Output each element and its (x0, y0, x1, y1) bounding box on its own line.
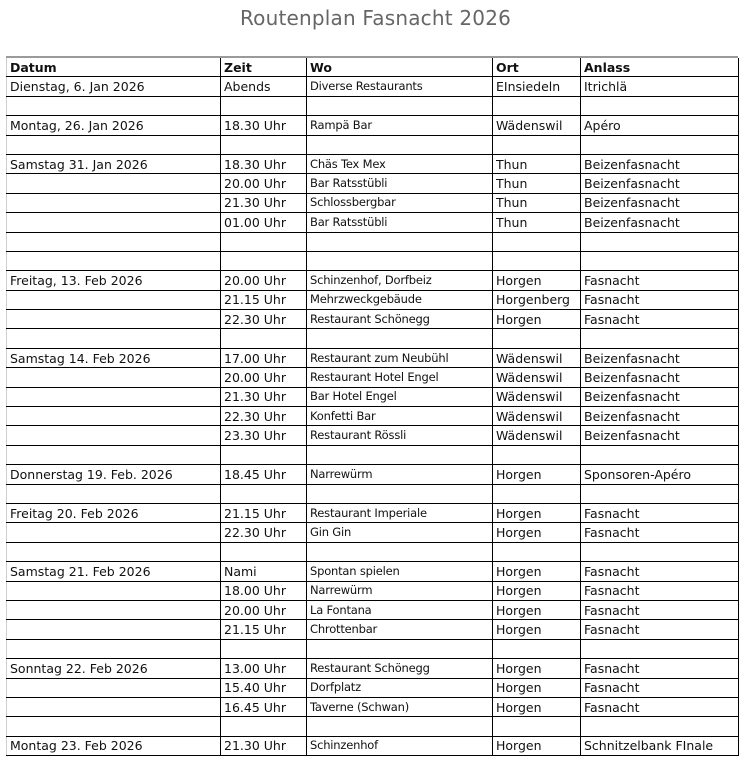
datum-cell (7, 310, 221, 329)
header-row (7, 58, 739, 77)
datum-cell: Dienstag, 6. Jan 2026 (7, 77, 221, 96)
table-row (7, 445, 739, 464)
wo-cell (307, 96, 493, 115)
ort-cell: Wädenswil (493, 116, 581, 135)
zeit-cell (221, 639, 307, 658)
ort-cell: Horgen (493, 620, 581, 639)
ort-cell: Horgen (493, 581, 581, 600)
anlass-cell: Beizenfasnacht (581, 174, 739, 193)
zeit-cell: 21.30 Uhr (221, 387, 307, 406)
zeit-cell (221, 96, 307, 115)
zeit-cell: 16.45 Uhr (221, 697, 307, 716)
datum-cell (7, 484, 221, 503)
wo-cell: Konfetti Bar (307, 407, 493, 426)
ort-cell: Horgen (493, 271, 581, 290)
wo-cell: Mehrzweckgebäude (307, 290, 493, 309)
datum-cell: Sonntag 22. Feb 2026 (7, 659, 221, 678)
table-row (7, 426, 739, 445)
anlass-cell: Beizenfasnacht (581, 213, 739, 232)
anlass-cell: Fasnacht (581, 271, 739, 290)
table-row (7, 135, 739, 154)
ort-cell: Thun (493, 213, 581, 232)
ort-cell: Thun (493, 174, 581, 193)
datum-cell: Montag, 26. Jan 2026 (7, 116, 221, 135)
zeit-cell (221, 542, 307, 561)
wo-cell: Restaurant zum Neubühl (307, 348, 493, 367)
anlass-cell (581, 542, 739, 561)
ort-cell: Wädenswil (493, 426, 581, 445)
zeit-cell: 20.00 Uhr (221, 600, 307, 619)
datum-cell (7, 600, 221, 619)
wo-cell: Schinzenhof, Dorfbeiz (307, 271, 493, 290)
anlass-cell: Fasnacht (581, 620, 739, 639)
zeit-cell: Abends (221, 77, 307, 96)
anlass-cell: Beizenfasnacht (581, 368, 739, 387)
zeit-cell (221, 445, 307, 464)
table-body (7, 77, 739, 756)
table-row (7, 523, 739, 542)
ort-cell (493, 445, 581, 464)
column-header-ort: Ort (493, 58, 581, 77)
table-row (7, 77, 739, 96)
table-row (7, 387, 739, 406)
table-row (7, 116, 739, 135)
table-row (7, 581, 739, 600)
ort-cell: Horgen (493, 678, 581, 697)
wo-cell (307, 639, 493, 658)
zeit-cell: 20.00 Uhr (221, 368, 307, 387)
table-row (7, 639, 739, 658)
table-row (7, 659, 739, 678)
datum-cell (7, 523, 221, 542)
table-row (7, 251, 739, 270)
ort-cell (493, 717, 581, 736)
wo-cell: Chrottenbar (307, 620, 493, 639)
wo-cell: Schlossbergbar (307, 193, 493, 212)
ort-cell: Wädenswil (493, 348, 581, 367)
datum-cell (7, 96, 221, 115)
anlass-cell: Fasnacht (581, 503, 739, 522)
zeit-cell: 18.00 Uhr (221, 581, 307, 600)
table-row (7, 697, 739, 716)
datum-cell (7, 232, 221, 251)
zeit-cell: 22.30 Uhr (221, 407, 307, 426)
ort-cell: Wädenswil (493, 407, 581, 426)
ort-cell: Horgenberg (493, 290, 581, 309)
wo-cell: Bar Ratsstübli (307, 174, 493, 193)
zeit-cell: 13.00 Uhr (221, 659, 307, 678)
anlass-cell: Fasnacht (581, 659, 739, 678)
ort-cell: Wädenswil (493, 368, 581, 387)
anlass-cell: Itrichlä (581, 77, 739, 96)
anlass-cell: Fasnacht (581, 523, 739, 542)
table-row (7, 717, 739, 736)
anlass-cell: Fasnacht (581, 697, 739, 716)
datum-cell (7, 174, 221, 193)
anlass-cell (581, 445, 739, 464)
table-row (7, 465, 739, 484)
wo-cell (307, 251, 493, 270)
ort-cell (493, 135, 581, 154)
zeit-cell: 01.00 Uhr (221, 213, 307, 232)
wo-cell: Rampä Bar (307, 116, 493, 135)
anlass-cell: Sponsoren-Apéro (581, 465, 739, 484)
datum-cell (7, 329, 221, 348)
datum-cell: Samstag 21. Feb 2026 (7, 562, 221, 581)
zeit-cell: 21.30 Uhr (221, 736, 307, 755)
anlass-cell: Beizenfasnacht (581, 426, 739, 445)
anlass-cell (581, 96, 739, 115)
table-row (7, 562, 739, 581)
table-row (7, 678, 739, 697)
datum-cell (7, 290, 221, 309)
table-row (7, 174, 739, 193)
zeit-cell: 20.00 Uhr (221, 271, 307, 290)
zeit-cell (221, 135, 307, 154)
wo-cell: Chäs Tex Mex (307, 154, 493, 173)
anlass-cell: Fasnacht (581, 600, 739, 619)
wo-cell (307, 717, 493, 736)
ort-cell (493, 251, 581, 270)
ort-cell (493, 232, 581, 251)
column-header-zeit: Zeit (221, 58, 307, 77)
wo-cell: Spontan spielen (307, 562, 493, 581)
anlass-cell: Beizenfasnacht (581, 348, 739, 367)
table-row (7, 620, 739, 639)
wo-cell: Restaurant Imperiale (307, 503, 493, 522)
table-row (7, 407, 739, 426)
table-row (7, 348, 739, 367)
ort-cell: Horgen (493, 600, 581, 619)
table-row (7, 96, 739, 115)
datum-cell (7, 135, 221, 154)
wo-cell (307, 542, 493, 561)
zeit-cell: 18.30 Uhr (221, 116, 307, 135)
table-row (7, 310, 739, 329)
wo-cell: Dorfplatz (307, 678, 493, 697)
zeit-cell (221, 484, 307, 503)
zeit-cell: 22.30 Uhr (221, 310, 307, 329)
wo-cell (307, 329, 493, 348)
wo-cell: Restaurant Hotel Engel (307, 368, 493, 387)
datum-cell: Samstag 14. Feb 2026 (7, 348, 221, 367)
datum-cell (7, 542, 221, 561)
anlass-cell: Fasnacht (581, 290, 739, 309)
datum-cell (7, 368, 221, 387)
table-row (7, 193, 739, 212)
zeit-cell: 20.00 Uhr (221, 174, 307, 193)
ort-cell: Horgen (493, 465, 581, 484)
wo-cell: Restaurant Schönegg (307, 659, 493, 678)
ort-cell: Horgen (493, 659, 581, 678)
ort-cell: Horgen (493, 523, 581, 542)
ort-cell: Horgen (493, 503, 581, 522)
zeit-cell: 21.15 Uhr (221, 503, 307, 522)
ort-cell: Horgen (493, 562, 581, 581)
wo-cell (307, 445, 493, 464)
schedule-sheet (6, 56, 738, 756)
table-row (7, 368, 739, 387)
datum-cell (7, 251, 221, 270)
anlass-cell: Apéro (581, 116, 739, 135)
ort-cell: EInsiedeln (493, 77, 581, 96)
datum-cell: Donnerstag 19. Feb. 2026 (7, 465, 221, 484)
zeit-cell: 22.30 Uhr (221, 523, 307, 542)
table-row (7, 329, 739, 348)
anlass-cell: Fasnacht (581, 562, 739, 581)
wo-cell: La Fontana (307, 600, 493, 619)
wo-cell: Narrewürm (307, 465, 493, 484)
wo-cell: Gin Gin (307, 523, 493, 542)
ort-cell: Wädenswil (493, 387, 581, 406)
datum-cell (7, 193, 221, 212)
ort-cell: Horgen (493, 697, 581, 716)
datum-cell (7, 213, 221, 232)
zeit-cell (221, 251, 307, 270)
table-row (7, 484, 739, 503)
zeit-cell (221, 232, 307, 251)
page-title: Routenplan Fasnacht 2026 (239, 6, 512, 30)
ort-cell: Thun (493, 154, 581, 173)
zeit-cell: 15.40 Uhr (221, 678, 307, 697)
wo-cell: Restaurant Schönegg (307, 310, 493, 329)
wo-cell (307, 232, 493, 251)
datum-cell (7, 678, 221, 697)
anlass-cell: Beizenfasnacht (581, 387, 739, 406)
datum-cell: Samstag 31. Jan 2026 (7, 154, 221, 173)
anlass-cell: Beizenfasnacht (581, 154, 739, 173)
datum-cell (7, 407, 221, 426)
wo-cell: Schinzenhof (307, 736, 493, 755)
table-row (7, 600, 739, 619)
anlass-cell: Fasnacht (581, 678, 739, 697)
wo-cell: Taverne (Schwan) (307, 697, 493, 716)
zeit-cell: Nami (221, 562, 307, 581)
anlass-cell: Beizenfasnacht (581, 193, 739, 212)
zeit-cell: 21.15 Uhr (221, 620, 307, 639)
zeit-cell: 18.30 Uhr (221, 154, 307, 173)
ort-cell (493, 542, 581, 561)
anlass-cell (581, 717, 739, 736)
anlass-cell (581, 135, 739, 154)
table-row (7, 232, 739, 251)
datum-cell (7, 639, 221, 658)
anlass-cell (581, 251, 739, 270)
wo-cell: Diverse Restaurants (307, 77, 493, 96)
zeit-cell: 17.00 Uhr (221, 348, 307, 367)
ort-cell: Horgen (493, 310, 581, 329)
datum-cell: Freitag, 13. Feb 2026 (7, 271, 221, 290)
anlass-cell: Fasnacht (581, 581, 739, 600)
datum-cell (7, 697, 221, 716)
wo-cell: Bar Ratsstübli (307, 213, 493, 232)
zeit-cell: 21.30 Uhr (221, 193, 307, 212)
column-header-anlass: Anlass (581, 58, 739, 77)
wo-cell (307, 135, 493, 154)
datum-cell (7, 620, 221, 639)
table-row (7, 271, 739, 290)
table-row (7, 290, 739, 309)
anlass-cell: Beizenfasnacht (581, 407, 739, 426)
table-row (7, 503, 739, 522)
wo-cell: Bar Hotel Engel (307, 387, 493, 406)
table-row (7, 736, 739, 755)
datum-cell (7, 445, 221, 464)
zeit-cell: 18.45 Uhr (221, 465, 307, 484)
table-row (7, 542, 739, 561)
zeit-cell (221, 717, 307, 736)
ort-cell (493, 639, 581, 658)
datum-cell (7, 426, 221, 445)
anlass-cell: Schnitzelbank FInale (581, 736, 739, 755)
datum-cell (7, 717, 221, 736)
ort-cell: Thun (493, 193, 581, 212)
table-row (7, 154, 739, 173)
wo-cell (307, 484, 493, 503)
ort-cell: Horgen (493, 736, 581, 755)
datum-cell (7, 581, 221, 600)
anlass-cell (581, 639, 739, 658)
anlass-cell (581, 329, 739, 348)
datum-cell: Montag 23. Feb 2026 (7, 736, 221, 755)
column-header-wo: Wo (307, 58, 493, 77)
ort-cell (493, 484, 581, 503)
table-row (7, 213, 739, 232)
datum-cell (7, 387, 221, 406)
zeit-cell: 23.30 Uhr (221, 426, 307, 445)
ort-cell (493, 329, 581, 348)
anlass-cell (581, 232, 739, 251)
wo-cell: Restaurant Rössli (307, 426, 493, 445)
zeit-cell: 21.15 Uhr (221, 290, 307, 309)
anlass-cell (581, 484, 739, 503)
ort-cell (493, 96, 581, 115)
datum-cell: Freitag 20. Feb 2026 (7, 503, 221, 522)
wo-cell: Narrewürm (307, 581, 493, 600)
column-header-datum: Datum (7, 58, 221, 77)
zeit-cell (221, 329, 307, 348)
anlass-cell: Fasnacht (581, 310, 739, 329)
schedule-table (6, 58, 739, 756)
